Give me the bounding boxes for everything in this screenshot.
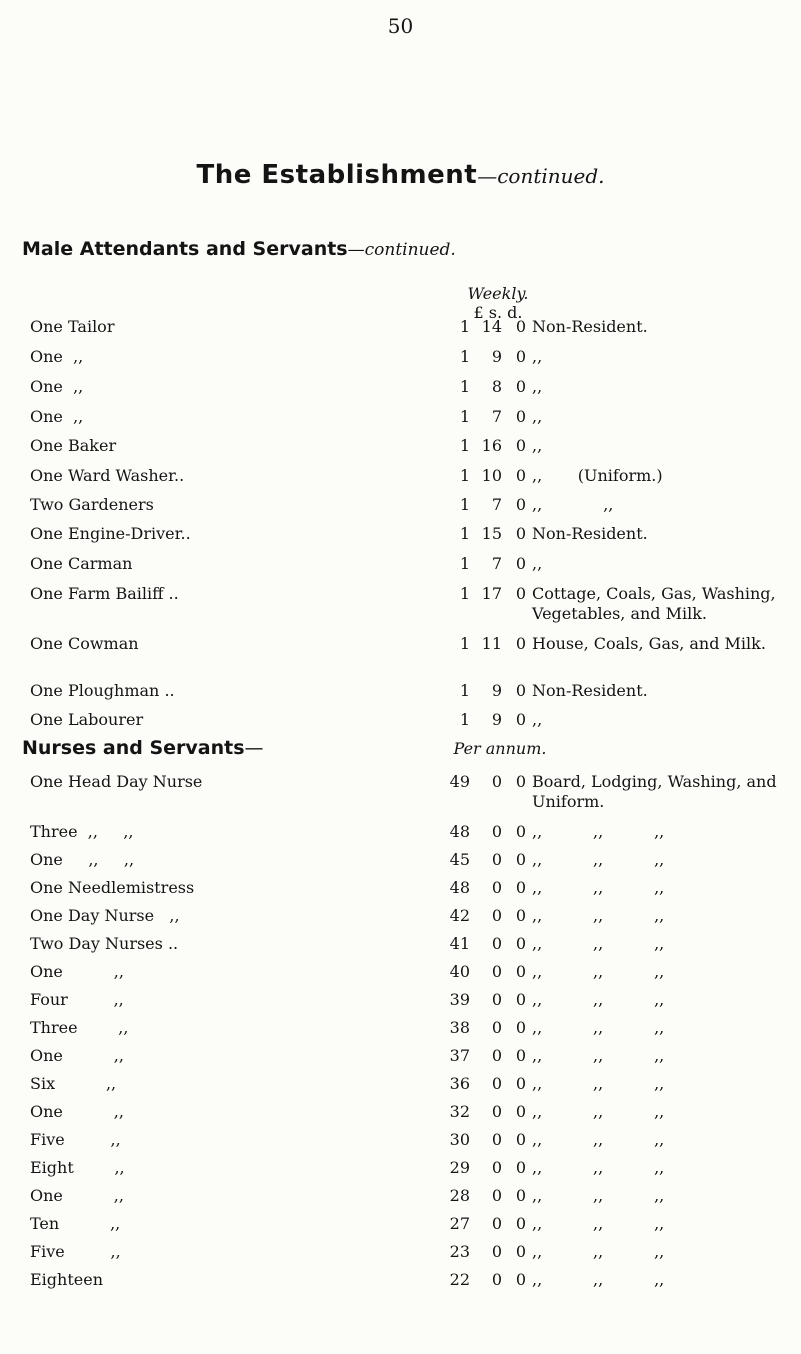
row-label: One Farm Bailiff .. [30, 584, 179, 603]
shillings-value: 0 [491, 1214, 502, 1233]
row-note: ,, ,, [532, 495, 614, 514]
pence-value: 0 [515, 377, 526, 396]
table-row [0, 906, 801, 932]
pence-value: 0 [515, 1018, 526, 1037]
table-row [0, 377, 801, 403]
shillings-value: 0 [491, 878, 502, 897]
table-row [0, 317, 801, 343]
row-note: Cottage, Coals, Gas, Washing, Vegetables, and Milk. [532, 584, 776, 623]
row-note: ,, ,, ,, [532, 1102, 665, 1121]
table-row [0, 407, 801, 433]
pence-value: 0 [515, 878, 526, 897]
shillings-value: 0 [491, 962, 502, 981]
pence-value: 0 [515, 1270, 526, 1289]
row-label: Two Gardeners [30, 495, 154, 514]
row-label: Five ,, [30, 1242, 121, 1261]
table-row [0, 962, 801, 988]
table-row [0, 850, 801, 876]
row-note: ,, [532, 407, 543, 426]
per-annum-column-header [430, 739, 570, 758]
shillings-value: 9 [491, 347, 502, 366]
shillings-value: 0 [491, 1046, 502, 1065]
pounds-value: 45 [449, 850, 470, 869]
row-label: One Labourer [30, 710, 144, 729]
pounds-value: 22 [449, 1270, 470, 1289]
row-note: ,, ,, ,, [532, 1214, 665, 1233]
pounds-value: 1 [459, 377, 470, 396]
table-row [0, 1186, 801, 1212]
row-note: ,, ,, ,, [532, 878, 665, 897]
row-label: One ,, [30, 407, 84, 426]
pounds-value: 28 [449, 1186, 470, 1205]
pounds-value: 27 [449, 1214, 470, 1233]
table-row [0, 990, 801, 1016]
row-note: ,, ,, ,, [532, 1074, 665, 1093]
pence-value: 0 [515, 466, 526, 485]
shillings-value: 15 [481, 524, 502, 543]
row-label: Ten ,, [30, 1214, 121, 1233]
row-label: One Ploughman .. [30, 681, 175, 700]
row-note: ,, ,, ,, [532, 1158, 665, 1177]
pounds-value: 49 [449, 772, 470, 791]
table-row [0, 1102, 801, 1128]
pence-value: 0 [515, 681, 526, 700]
row-label: One Baker [30, 436, 117, 455]
pounds-value: 30 [449, 1130, 470, 1149]
row-note: ,, [532, 710, 543, 729]
pence-value: 0 [515, 850, 526, 869]
pence-value: 0 [515, 524, 526, 543]
shillings-value: 7 [491, 407, 502, 426]
shillings-value: 17 [481, 584, 502, 603]
row-label: One ,, [30, 962, 124, 981]
shillings-value: 0 [491, 772, 502, 791]
row-note: ,, ,, ,, [532, 1242, 665, 1261]
table-row [0, 1074, 801, 1100]
pounds-value: 36 [449, 1074, 470, 1093]
row-label: One Cowman [30, 634, 139, 653]
shillings-value: 0 [491, 990, 502, 1009]
pence-value: 0 [515, 1242, 526, 1261]
row-note: ,, [532, 554, 543, 573]
table-row [0, 681, 801, 707]
pence-value: 0 [515, 554, 526, 573]
pounds-value: 32 [449, 1102, 470, 1121]
shillings-value: 0 [491, 1242, 502, 1261]
table-row [0, 1018, 801, 1044]
pence-value: 0 [515, 634, 526, 653]
row-label: One Carman [30, 554, 133, 573]
pence-value: 0 [515, 934, 526, 953]
pence-value: 0 [515, 1214, 526, 1233]
shillings-value: 0 [491, 1130, 502, 1149]
row-note: ,, [532, 377, 543, 396]
row-label: Four ,, [30, 990, 124, 1009]
shillings-value: 10 [481, 466, 502, 485]
row-label: One ,, [30, 1186, 124, 1205]
row-note: ,, [532, 436, 543, 455]
pence-value: 0 [515, 822, 526, 841]
row-label: One ,, [30, 347, 84, 366]
shillings-value: 7 [491, 554, 502, 573]
shillings-value: 14 [481, 317, 502, 336]
pence-value: 0 [515, 710, 526, 729]
row-note: ,, ,, ,, [532, 850, 665, 869]
table-row [0, 1270, 801, 1296]
section-heading-text: Male Attendants and Servants [22, 238, 348, 260]
shillings-value: 11 [481, 634, 502, 653]
shillings-value: 0 [491, 934, 502, 953]
weekly-label: Weekly. [467, 284, 529, 303]
pounds-value: 23 [449, 1242, 470, 1261]
shillings-value: 9 [491, 681, 502, 700]
pounds-value: 42 [449, 906, 470, 925]
row-label: One Needlemistress [30, 878, 195, 897]
row-label: One Ward Washer.. [30, 466, 185, 485]
row-note: Board, Lodging, Washing, and Uniform. [532, 772, 777, 811]
pence-value: 0 [515, 347, 526, 366]
pence-value: 0 [515, 962, 526, 981]
section-heading-nurses [22, 737, 264, 759]
row-note: ,, ,, ,, [532, 962, 665, 981]
row-label: One Tailor [30, 317, 115, 336]
shillings-value: 0 [491, 906, 502, 925]
pounds-value: 1 [459, 524, 470, 543]
table-row [0, 466, 801, 492]
shillings-value: 0 [491, 1018, 502, 1037]
row-note: ,, ,, ,, [532, 1130, 665, 1149]
row-label: Two Day Nurses .. [30, 934, 179, 953]
shillings-value: 8 [491, 377, 502, 396]
table-row [0, 934, 801, 960]
row-label: One Head Day Nurse [30, 772, 203, 791]
row-label: Eight ,, [30, 1158, 125, 1177]
section-heading-continued: —continued. [347, 240, 456, 260]
pence-value: 0 [515, 495, 526, 514]
row-note: ,, [532, 347, 543, 366]
nurses-heading-text: Nurses and Servants [22, 737, 245, 759]
row-label: Three ,, [30, 1018, 129, 1037]
shillings-value: 0 [491, 1102, 502, 1121]
row-note: House, Coals, Gas, and Milk. [532, 634, 766, 653]
table-row [0, 1242, 801, 1268]
pounds-value: 37 [449, 1046, 470, 1065]
pence-value: 0 [515, 1158, 526, 1177]
row-note: Non-Resident. [532, 317, 648, 336]
table-row [0, 822, 801, 848]
pence-value: 0 [515, 1074, 526, 1093]
table-row [0, 1214, 801, 1240]
pounds-value: 40 [449, 962, 470, 981]
pence-value: 0 [515, 1046, 526, 1065]
row-label: One ,, [30, 1102, 124, 1121]
row-note: Non-Resident. [532, 524, 648, 543]
pence-value: 0 [515, 1130, 526, 1149]
nurses-heading-dash: — [244, 737, 264, 759]
row-note: ,, (Uniform.) [532, 466, 663, 485]
table-row [0, 772, 801, 811]
row-note: ,, ,, ,, [532, 934, 665, 953]
shillings-value: 7 [491, 495, 502, 514]
shillings-value: 0 [491, 1186, 502, 1205]
pounds-value: 1 [459, 466, 470, 485]
page-number: 50 [387, 14, 414, 38]
row-note: ,, ,, ,, [532, 906, 665, 925]
row-label: One ,, [30, 377, 84, 396]
table-row [0, 1046, 801, 1072]
row-note: ,, ,, ,, [532, 990, 665, 1009]
pence-value: 0 [515, 772, 526, 791]
row-label: One ,, [30, 1046, 124, 1065]
shillings-value: 0 [491, 822, 502, 841]
row-label: One Engine-Driver.. [30, 524, 191, 543]
shillings-value: 0 [491, 850, 502, 869]
row-label: One Day Nurse ,, [30, 906, 180, 925]
title-main: The Establishment [196, 160, 478, 190]
pounds-value: 1 [459, 584, 470, 603]
pence-value: 0 [515, 906, 526, 925]
row-label: Five ,, [30, 1130, 121, 1149]
pounds-value: 41 [449, 934, 470, 953]
pounds-value: 1 [459, 681, 470, 700]
shillings-value: 9 [491, 710, 502, 729]
row-label: One ,, ,, [30, 850, 135, 869]
pounds-value: 48 [449, 878, 470, 897]
pence-value: 0 [515, 1186, 526, 1205]
page-title [0, 160, 801, 190]
row-note: ,, ,, ,, [532, 1018, 665, 1037]
pounds-value: 1 [459, 710, 470, 729]
pounds-value: 48 [449, 822, 470, 841]
table-row [0, 878, 801, 904]
pounds-value: 1 [459, 317, 470, 336]
shillings-value: 0 [491, 1270, 502, 1289]
title-continued: —continued. [477, 164, 605, 188]
currency-units: £ s. d. [473, 303, 523, 322]
pence-value: 0 [515, 436, 526, 455]
table-row [0, 1158, 801, 1184]
pounds-value: 1 [459, 347, 470, 366]
table-row [0, 634, 801, 660]
table-row [0, 495, 801, 521]
row-label: Six ,, [30, 1074, 117, 1093]
shillings-value: 0 [491, 1158, 502, 1177]
pounds-value: 1 [459, 495, 470, 514]
row-note: ,, ,, ,, [532, 1270, 665, 1289]
pounds-value: 29 [449, 1158, 470, 1177]
row-note: ,, ,, ,, [532, 1046, 665, 1065]
pounds-value: 1 [459, 554, 470, 573]
table-row [0, 524, 801, 550]
table-row [0, 436, 801, 462]
pence-value: 0 [515, 584, 526, 603]
row-label: Three ,, ,, [30, 822, 134, 841]
row-note: Non-Resident. [532, 681, 648, 700]
table-row [0, 710, 801, 736]
table-row [0, 1130, 801, 1156]
pence-value: 0 [515, 317, 526, 336]
pounds-value: 38 [449, 1018, 470, 1037]
shillings-value: 0 [491, 1074, 502, 1093]
pence-value: 0 [515, 1102, 526, 1121]
pence-value: 0 [515, 990, 526, 1009]
pounds-value: 1 [459, 634, 470, 653]
pounds-value: 1 [459, 436, 470, 455]
row-note: ,, ,, ,, [532, 1186, 665, 1205]
table-row [0, 584, 801, 623]
row-note: ,, ,, ,, [532, 822, 665, 841]
row-label: Eighteen [30, 1270, 104, 1289]
pence-value: 0 [515, 407, 526, 426]
table-row [0, 554, 801, 580]
pounds-value: 1 [459, 407, 470, 426]
per-annum-label: Per annum. [453, 739, 547, 758]
pounds-value: 39 [449, 990, 470, 1009]
section-heading-male-attendants [22, 238, 456, 260]
shillings-value: 16 [481, 436, 502, 455]
table-row [0, 347, 801, 373]
